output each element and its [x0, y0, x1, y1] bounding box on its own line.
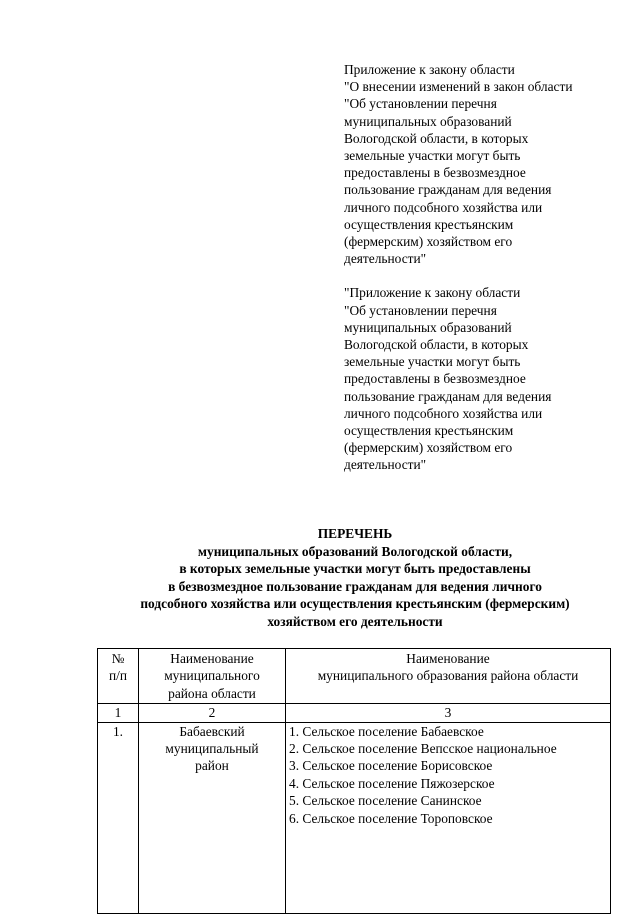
title-line: в которых земельные участки могут быть предоставлены	[179, 561, 531, 577]
municipalities-table	[97, 648, 611, 914]
district-line: муниципальный	[165, 741, 259, 757]
appendix-line: предоставлены в безвозмездное	[344, 371, 526, 387]
header-line: п/п	[108, 668, 128, 684]
row-number: 1.	[98, 722, 139, 913]
appendix-line: земельные участки могут быть	[344, 148, 521, 164]
district-line: район	[195, 758, 229, 774]
settlement-item: 4. Сельское поселение Пяжозерское	[289, 775, 495, 791]
title-line: хозяйством его деятельности	[267, 613, 443, 629]
appendix-line: "Об установлении перечня	[344, 96, 497, 112]
appendix-line: (фермерским) хозяйством его	[344, 440, 513, 456]
appendix-line: предоставлены в безвозмездное	[344, 165, 526, 181]
appendix-line: деятельности"	[344, 251, 427, 267]
title-line: муниципальных образований Вологодской области,	[197, 543, 513, 559]
title-line: ПЕРЕЧЕНЬ	[317, 526, 393, 541]
appendix-note	[344, 61, 629, 474]
table-header-row	[98, 649, 611, 704]
appendix-line: пользование гражданам для ведения	[344, 388, 552, 404]
appendix-line: Вологодской области, в которых	[344, 130, 529, 146]
appendix-line: земельные участки могут быть	[344, 354, 521, 370]
header-line: Наименование	[406, 651, 490, 666]
column-number: 2	[139, 704, 286, 722]
appendix-line: личного подсобного хозяйства или	[344, 405, 543, 421]
header-number	[98, 649, 139, 704]
district-line: Бабаевский	[179, 723, 245, 739]
column-number-row	[98, 704, 611, 722]
header-line: муниципального	[164, 668, 260, 684]
header-line: Наименование	[170, 651, 254, 666]
table-row	[98, 722, 611, 913]
settlement-item: 2. Сельское поселение Вепсское национальное	[289, 741, 557, 757]
header-line: №	[111, 651, 125, 666]
settlement-item: 3. Сельское поселение Борисовское	[289, 758, 493, 774]
appendix-line: деятельности"	[344, 457, 427, 473]
appendix-line: (фермерским) хозяйством его	[344, 234, 513, 250]
title-line: в безвозмездное пользование гражданам для ведения личного	[168, 578, 542, 594]
appendix-line: "О внесении изменений в закон области	[344, 79, 573, 95]
appendix-line: Приложение к закону области	[344, 62, 515, 77]
settlements-list	[286, 722, 611, 913]
settlement-item: 6. Сельское поселение Тороповское	[289, 810, 493, 826]
appendix-amendment-block	[344, 61, 629, 267]
title-line: подсобного хозяйства или осуществления крестьянским (фермерским)	[140, 596, 570, 612]
appendix-line: "Об установлении перечня	[344, 302, 497, 318]
column-number: 3	[286, 704, 611, 722]
settlement-item: 5. Сельское поселение Санинское	[289, 793, 482, 809]
document-title	[60, 525, 640, 631]
appendix-line: пользование гражданам для ведения	[344, 182, 552, 198]
appendix-line: осуществления крестьянским	[344, 216, 514, 232]
appendix-line: Вологодской области, в которых	[344, 337, 529, 353]
appendix-line: личного подсобного хозяйства или	[344, 199, 543, 215]
header-municipality	[286, 649, 611, 704]
column-number: 1	[98, 704, 139, 722]
appendix-line: муниципальных образований	[344, 319, 512, 335]
header-line: муниципального образования района области	[317, 668, 579, 684]
appendix-line: "Приложение к закону области	[344, 285, 521, 301]
appendix-original-block	[344, 284, 629, 473]
appendix-line: муниципальных образований	[344, 113, 512, 129]
header-district	[139, 649, 286, 704]
district-name	[139, 722, 286, 913]
settlement-item: 1. Сельское поселение Бабаевское	[289, 723, 484, 739]
appendix-line: осуществления крестьянским	[344, 423, 514, 439]
header-line: района области	[168, 685, 256, 701]
